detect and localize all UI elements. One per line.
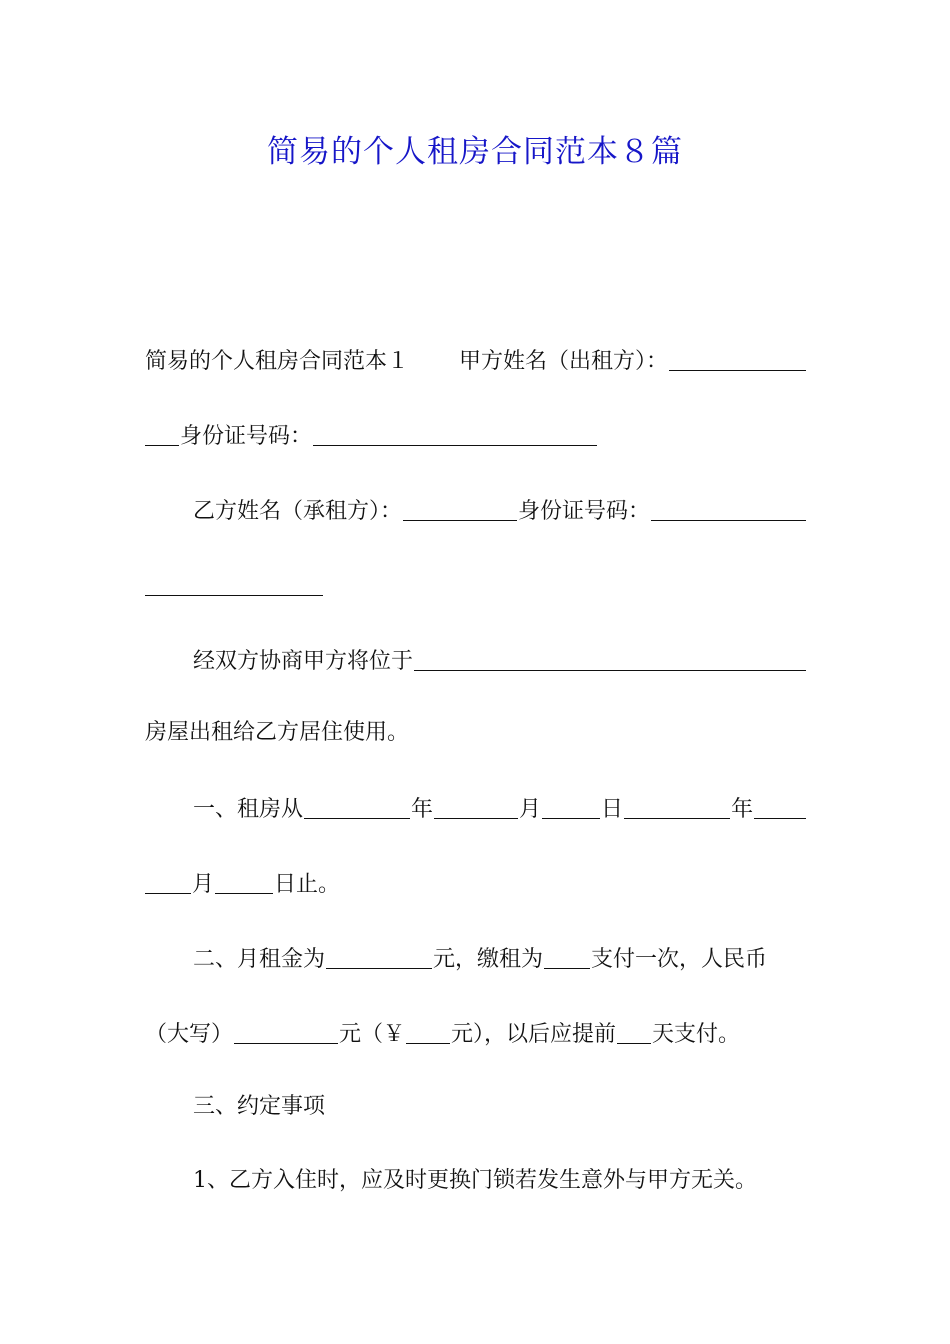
- rent-amount-blank: [326, 946, 432, 969]
- clause-text: 1、乙方入住时，应及时更换门锁若发生意外与甲方无关。: [193, 1168, 757, 1193]
- day-label: 日: [601, 797, 624, 822]
- start-month-blank: [434, 796, 518, 819]
- capital-label: （大写）: [145, 1022, 234, 1047]
- party-a-id-blank: [313, 423, 597, 446]
- numeric-amount-blank: [406, 1021, 450, 1044]
- month-label: 月: [519, 797, 542, 822]
- contract-line-party-b-id-cont: [145, 570, 807, 593]
- usage-text: 房屋出租给乙方居住使用。: [145, 720, 410, 745]
- contract-line-party-b: [145, 495, 807, 527]
- party-a-id-label: 身份证号码：: [180, 424, 313, 449]
- contract-heading: 简易的个人租房合同范本１: [145, 349, 410, 374]
- location-label: 经双方协商甲方将位于: [193, 649, 414, 674]
- end-day-blank: [215, 871, 273, 894]
- contract-line-section-3: [145, 1092, 807, 1122]
- document-title: 简易的个人租房合同范本８篇: [267, 134, 683, 170]
- section-heading: 三、约定事项: [193, 1094, 326, 1119]
- payment-label: 元，缴租为: [433, 947, 544, 972]
- party-a-name-blank: [669, 348, 806, 371]
- contract-line-rent-amount: [145, 1018, 807, 1050]
- party-a-name-label: 甲方姓名（出租方）：: [459, 349, 669, 374]
- contract-line-usage: [145, 718, 807, 748]
- end-month-blank-cont: [145, 871, 191, 894]
- end-year-blank: [624, 796, 730, 819]
- contract-line-rent: [145, 943, 807, 975]
- party-b-name-blank: [403, 498, 517, 521]
- party-b-id-label: 身份证号码：: [518, 499, 651, 524]
- advance-days-label: 天支付。: [652, 1022, 741, 1047]
- contract-line-term: [145, 793, 807, 825]
- contract-line-location: [145, 645, 807, 677]
- end-day-label: 日止。: [274, 872, 341, 897]
- party-b-id-blank-cont: [145, 573, 323, 596]
- year-label: 年: [411, 797, 434, 822]
- contract-line-clause-1: [145, 1166, 807, 1196]
- advance-label: 元），以后应提前: [451, 1022, 617, 1047]
- payment-rmb-label: 支付一次，人民币: [591, 947, 768, 972]
- party-b-id-blank: [651, 498, 806, 521]
- end-month-label: 月: [192, 872, 215, 897]
- advance-days-blank: [617, 1021, 651, 1044]
- yuan-label: 元（￥: [339, 1022, 406, 1047]
- location-blank: [414, 648, 806, 671]
- term-label: 一、租房从: [193, 797, 304, 822]
- capital-amount-blank: [234, 1021, 338, 1044]
- party-a-name-blank-cont: [145, 423, 179, 446]
- party-b-name-label: 乙方姓名（承租方）：: [193, 499, 403, 524]
- contract-line-term-end: [145, 868, 807, 900]
- end-year-label: 年: [731, 797, 754, 822]
- contract-line-party-a-id: [145, 420, 807, 452]
- contract-line-party-a: [145, 345, 807, 377]
- end-month-blank: [754, 796, 806, 819]
- start-year-blank: [304, 796, 410, 819]
- rent-label: 二、月租金为: [193, 947, 326, 972]
- payment-period-blank: [544, 946, 590, 969]
- start-day-blank: [542, 796, 600, 819]
